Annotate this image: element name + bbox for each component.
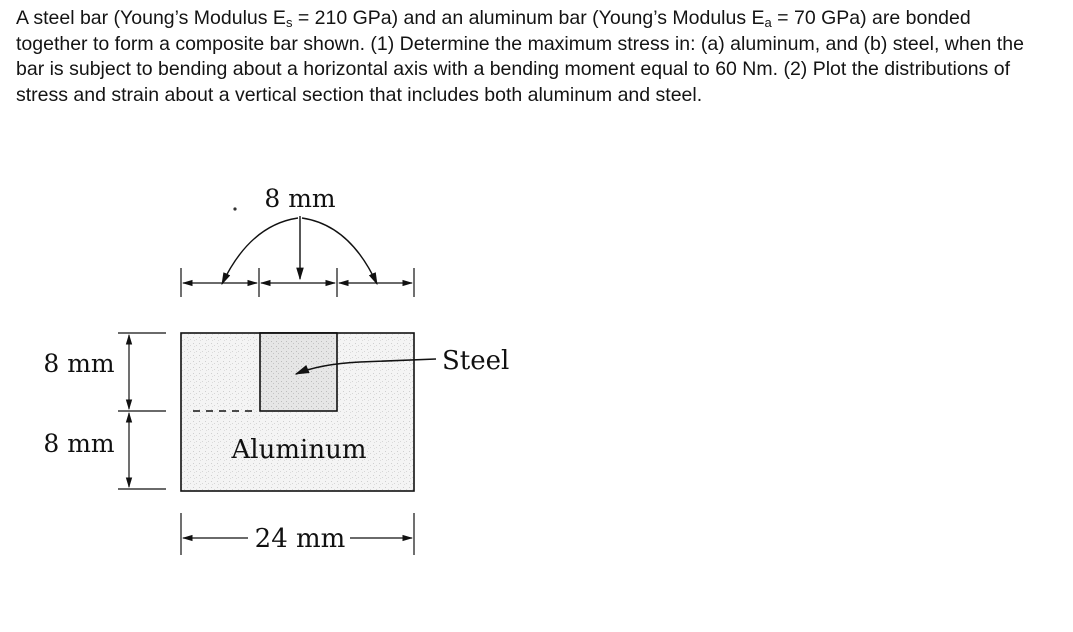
steel-section [260,333,337,411]
problem-mid: = 210 GPa) and an aluminum bar (Young’s Modulus E [292,7,765,29]
small-dot [233,207,236,210]
steel-label: Steel [442,346,510,376]
top-leader-left-arc [222,218,298,284]
top-dim-label: 8 mm [264,184,336,213]
problem-rest: = 70 GPa) are bonded together to form a composite bar shown. (1) Determine the maximum stress in: (a) aluminum, and (b) steel, when the bar is subject to bending about a horizontal axis with a bending moment equal to 60 Nm. (2) Plot the distributions of stress and strain about a vertical section that includes both aluminum and steel. [16,7,1024,106]
aluminum-label: Aluminum [231,435,367,465]
top-leader-right-arc [302,218,377,284]
left-dim-lower-label: 8 mm [43,429,115,458]
aluminum-subscript: a [764,15,772,30]
steel-subscript: s [285,15,293,30]
problem-intro: A steel bar (Young’s Modulus E [16,7,286,29]
bottom-dim-label: 24 mm [254,524,346,554]
left-dim-upper-label: 8 mm [43,349,115,378]
